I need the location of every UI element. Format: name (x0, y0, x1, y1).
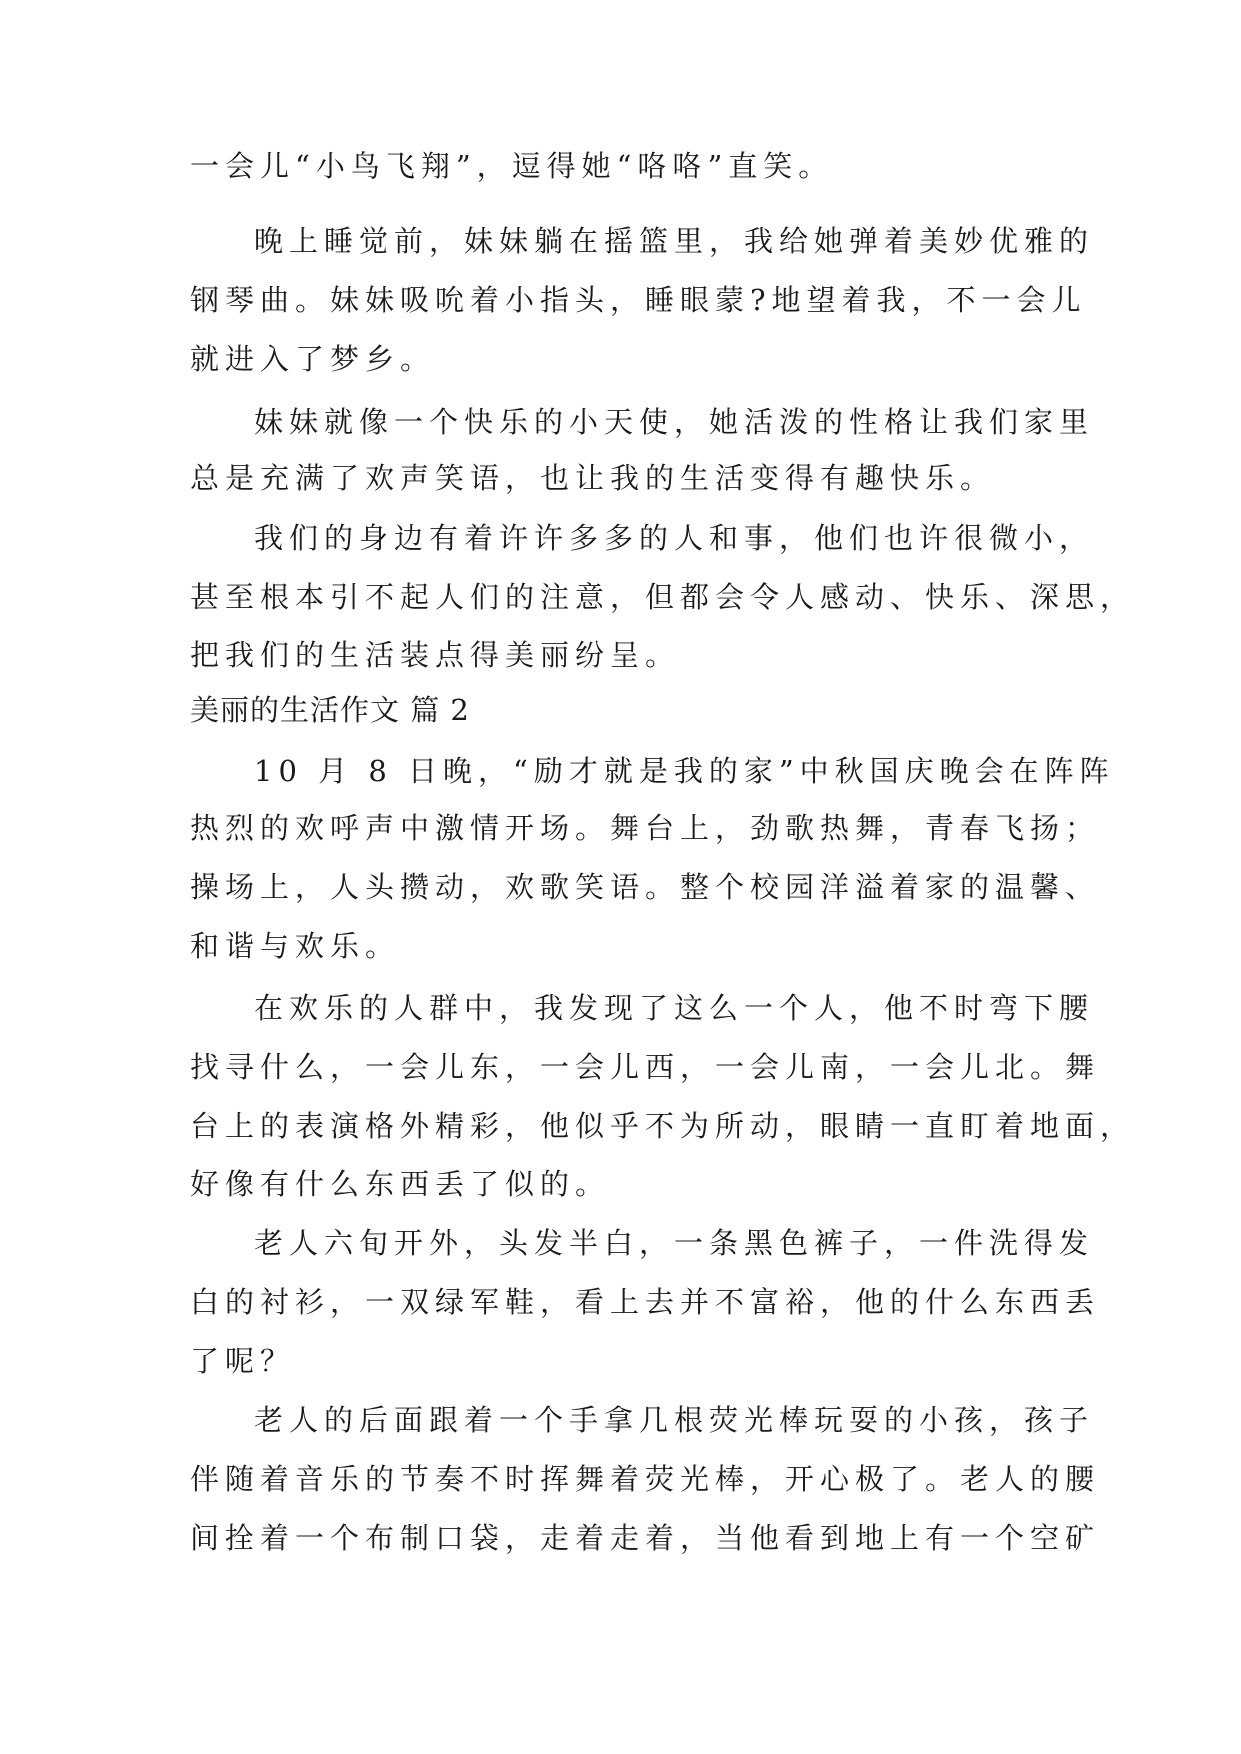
text-line: 操场上，人头攒动，欢歌笑语。整个校园洋溢着家的温馨、 (190, 870, 1101, 904)
text-line: 10 月 8 日晚，“励才就是我的家”中秋国庆晚会在阵阵 (254, 754, 1115, 788)
section-heading: 美丽的生活作文 篇 2 (190, 693, 470, 727)
text-line: 间拴着一个布制口袋，走着走着，当他看到地上有一个空矿 (190, 1521, 1101, 1555)
text-line: 找寻什么，一会儿东，一会儿西，一会儿南，一会儿北。舞 (190, 1050, 1101, 1084)
text-line: 就进入了梦乡。 (190, 342, 436, 376)
text-line: 热烈的欢呼声中激情开场。舞台上，劲歌热舞，青春飞扬； (190, 811, 1101, 845)
text-line: 老人的后面跟着一个手拿几根荧光棒玩耍的小孩，孩子 (254, 1403, 1095, 1437)
text-line: 我们的身边有着许许多多的人和事，他们也许很微小， (254, 521, 1095, 555)
text-line: 老人六旬开外，头发半白，一条黑色裤子，一件洗得发 (254, 1226, 1095, 1260)
text-line: 总是充满了欢声笑语，也让我的生活变得有趣快乐。 (190, 461, 996, 495)
text-line: 和谐与欢乐。 (190, 929, 401, 963)
text-line: 在欢乐的人群中，我发现了这么一个人，他不时弯下腰 (254, 991, 1095, 1025)
text-line: 好像有什么东西丢了似的。 (190, 1167, 611, 1201)
text-line: 白的衬衫，一双绿军鞋，看上去并不富裕，他的什么东西丢 (190, 1285, 1101, 1319)
text-line: 台上的表演格外精彩，他似乎不为所动，眼睛一直盯着地面， (190, 1109, 1136, 1143)
text-line: 妹妹就像一个快乐的小天使，她活泼的性格让我们家里 (254, 405, 1095, 439)
text-line: 晚上睡觉前，妹妹躺在摇篮里，我给她弹着美妙优雅的 (254, 224, 1095, 258)
text-line: 把我们的生活装点得美丽纷呈。 (190, 638, 681, 672)
text-line: 甚至根本引不起人们的注意，但都会令人感动、快乐、深思， (190, 580, 1136, 614)
text-line: 钢琴曲。妹妹吸吮着小指头，睡眼蒙?地望着我，不一会儿 (190, 283, 1087, 317)
text-line: 一会儿“小鸟飞翔”，逗得她“咯咯”直笑。 (190, 149, 834, 183)
text-line: 了呢？ (190, 1344, 296, 1378)
text-line: 伴随着音乐的节奏不时挥舞着荧光棒，开心极了。老人的腰 (190, 1462, 1101, 1496)
